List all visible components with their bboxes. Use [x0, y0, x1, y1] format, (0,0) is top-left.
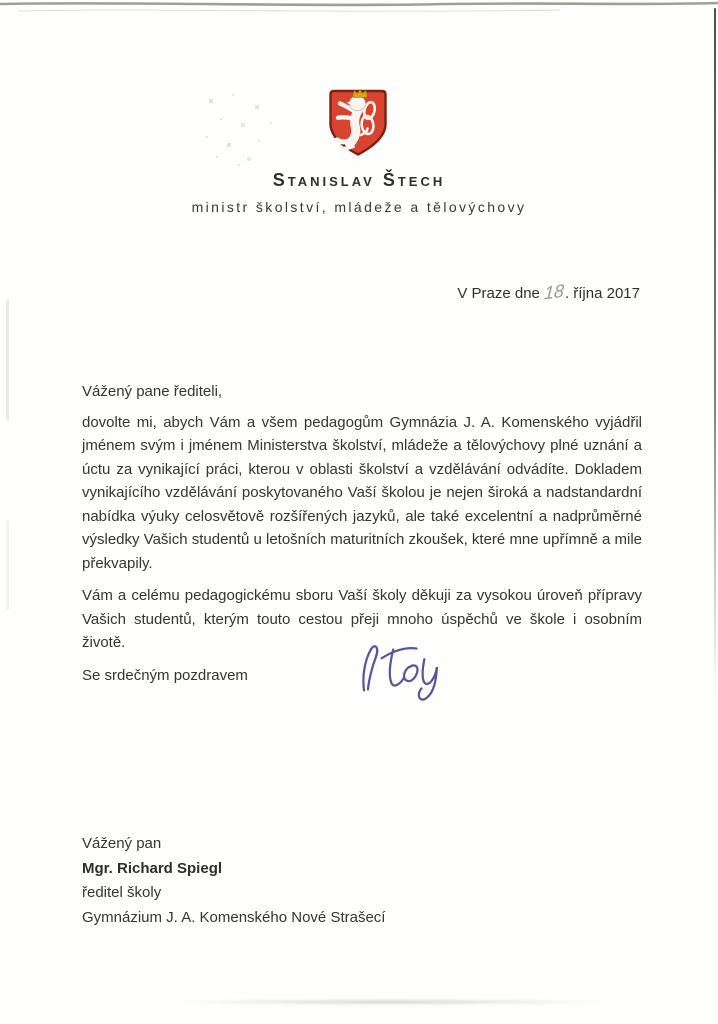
date-prefix: V Praze dne: [457, 285, 540, 302]
scan-streak-left: [6, 520, 9, 610]
date-line: [457, 282, 640, 303]
sender-title: ministr školství, mládeže a tělovýchovy: [191, 199, 527, 215]
paragraph-1: dovolte mi, abych Vám a všem pedagogům Gymnázia J. A. Komenského vyjádřil jménem svým i jménem Ministerstva školství, mládeže a tělovýchovy plné uznání a úctu za vynikající práci, kterou v oblasti školství a vzdělávání odvádíte. Dokladem vynikajícího vzdělávání poskytovaného Vaší školou je nejen široká a nadstandardní nabídka výuky celosvětově rozšířených jazyků, ale také excelentní a nadprůměrné výsledky Vašich studentů u letošních maturitních zkoušek, které mne upřímně a mile překvapily.: [82, 413, 642, 572]
handwritten-day: 18: [543, 280, 565, 304]
faint-pencil-speckles: [198, 92, 200, 94]
date-suffix: . října 2017: [564, 285, 640, 302]
recipient-role: ředitel školy: [82, 884, 162, 901]
paragraph-2: Vám a celému pedagogickému sboru Vaší školy děkuji za vysokou úroveň přípravy Vašich studentů, kterým touto cestou přeji mnoho úspěchů ve škole i osobním životě.: [82, 587, 642, 651]
recipient-block: [82, 832, 385, 930]
scan-shadow-bottom: [170, 999, 610, 1005]
scan-edge-top: [0, 0, 718, 18]
closing-phrase: Se srdečným pozdravem: [82, 666, 248, 684]
handwritten-signature-icon: [348, 634, 456, 704]
sender-name: Stanislav Štech: [272, 170, 446, 190]
recipient-name: Mgr. Richard Spiegl: [82, 859, 223, 877]
recipient-line-1: Vážený pan: [82, 835, 162, 852]
recipient-school: Gymnázium J. A. Komenského Nové Strašecí: [82, 908, 386, 926]
scan-streak-left: [6, 300, 9, 420]
czech-coat-of-arms-icon: [328, 88, 388, 158]
scan-edge-right: [714, 8, 716, 698]
salutation: Vážený pane řediteli,: [82, 383, 223, 400]
